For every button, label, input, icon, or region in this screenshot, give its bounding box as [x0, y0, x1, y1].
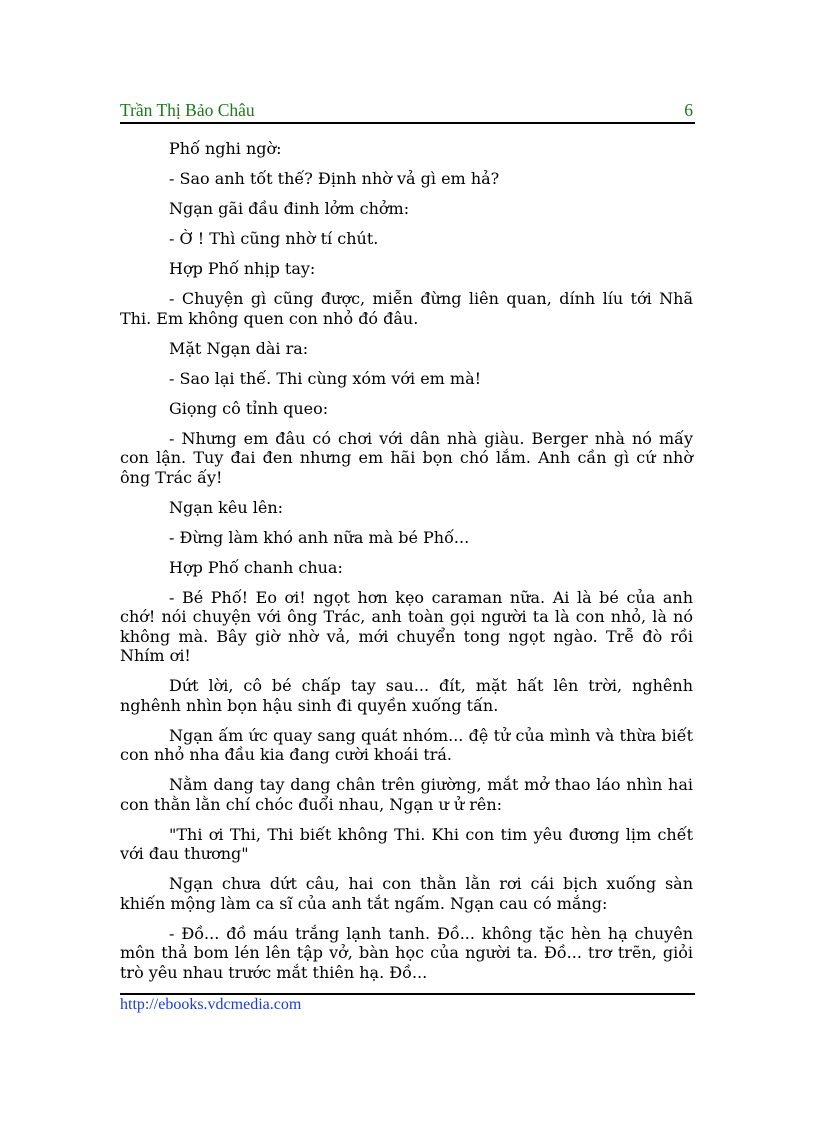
paragraph: - Nhưng em đâu có chơi với dân nhà giàu. Berger nhà nó mấy con lận. Tuy đai đen nhưng em hãi bọn chó lắm. Anh cần gì cứ nhờ ông Trác ấy!	[120, 428, 693, 487]
paragraph: Hợp Phố nhịp tay:	[169, 259, 316, 278]
paragraph: Ngạn chưa dứt câu, hai con thằn lằn rơi cái bịch xuống sàn khiến mộng làm ca sĩ của anh tắt ngấm. Ngạn cau có mắng:	[120, 874, 693, 913]
paragraph: - Ờ ! Thì cũng nhờ tí chút.	[169, 229, 379, 248]
paragraph: Hợp Phố chanh chua:	[169, 557, 343, 577]
page-number: 6	[684, 100, 693, 120]
page-header	[120, 100, 695, 124]
book-author-title: Trần Thị Bảo Châu	[120, 100, 255, 120]
paragraph: - Bé Phố! Eo ơi! ngọt hơn kẹo caraman nữa. Ai là bé của anh chớ! nói chuyện với ông Trác, anh toàn gọi người ta là con nhỏ, là nó không mà. Bây giờ nhờ vả, mới chuyển tong ngọt ngào. Trễ đò rồi Nhím ơi!	[120, 587, 693, 665]
paragraph: Giọng cô tỉnh queo:	[169, 398, 329, 418]
paragraph: - Sao lại thế. Thi cùng xóm với em mà!	[169, 368, 482, 388]
paragraph: - Sao anh tốt thế? Định nhờ vả gì em hả?	[169, 169, 500, 188]
paragraph: Ngạn ấm ức quay sang quát nhóm... đệ tử của mình và thừa biết con nhỏ nha đầu kia đang cười khoái trá.	[120, 725, 693, 764]
footer-divider	[120, 993, 695, 995]
page-body	[120, 139, 693, 993]
footer-link[interactable]: http://ebooks.vdcmedia.com	[120, 996, 302, 1013]
paragraph: - Đừng làm khó anh nữa mà bé Phố...	[169, 527, 470, 547]
paragraph: - Chuyện gì cũng được, miễn đừng liên quan, dính líu tới Nhã Thi. Em không quen con nhỏ đó đâu.	[120, 289, 693, 328]
paragraph: "Thi ơi Thi, Thi biết không Thi. Khi con tim yêu đương lịm chết với đau thương"	[120, 824, 693, 863]
paragraph: Mặt Ngạn dài ra:	[169, 338, 309, 358]
paragraph: Ngạn kêu lên:	[169, 497, 284, 517]
paragraph: Ngạn gãi đầu đinh lởm chởm:	[169, 199, 410, 218]
paragraph: Nằm dang tay dang chân trên giường, mắt mở thao láo nhìn hai con thằn lằn chí chóc đuổi nhau, Ngạn ư ử rên:	[120, 775, 693, 814]
paragraph: - Đồ... đồ máu trắng lạnh tanh. Đồ... không tặc hèn hạ chuyên môn thả bom lén lên tập vở, bàn học của người ta. Đồ... trơ trẽn, giỏi trò yêu nhau trước mắt thiên hạ. Đồ...	[120, 923, 693, 982]
paragraph: Phố nghi ngờ:	[169, 139, 282, 158]
paragraph: Dứt lời, cô bé chấp tay sau... đít, mặt hất lên trời, nghênh nghênh nhìn bọn hậu sinh đi quyền xuống tấn.	[120, 676, 693, 715]
